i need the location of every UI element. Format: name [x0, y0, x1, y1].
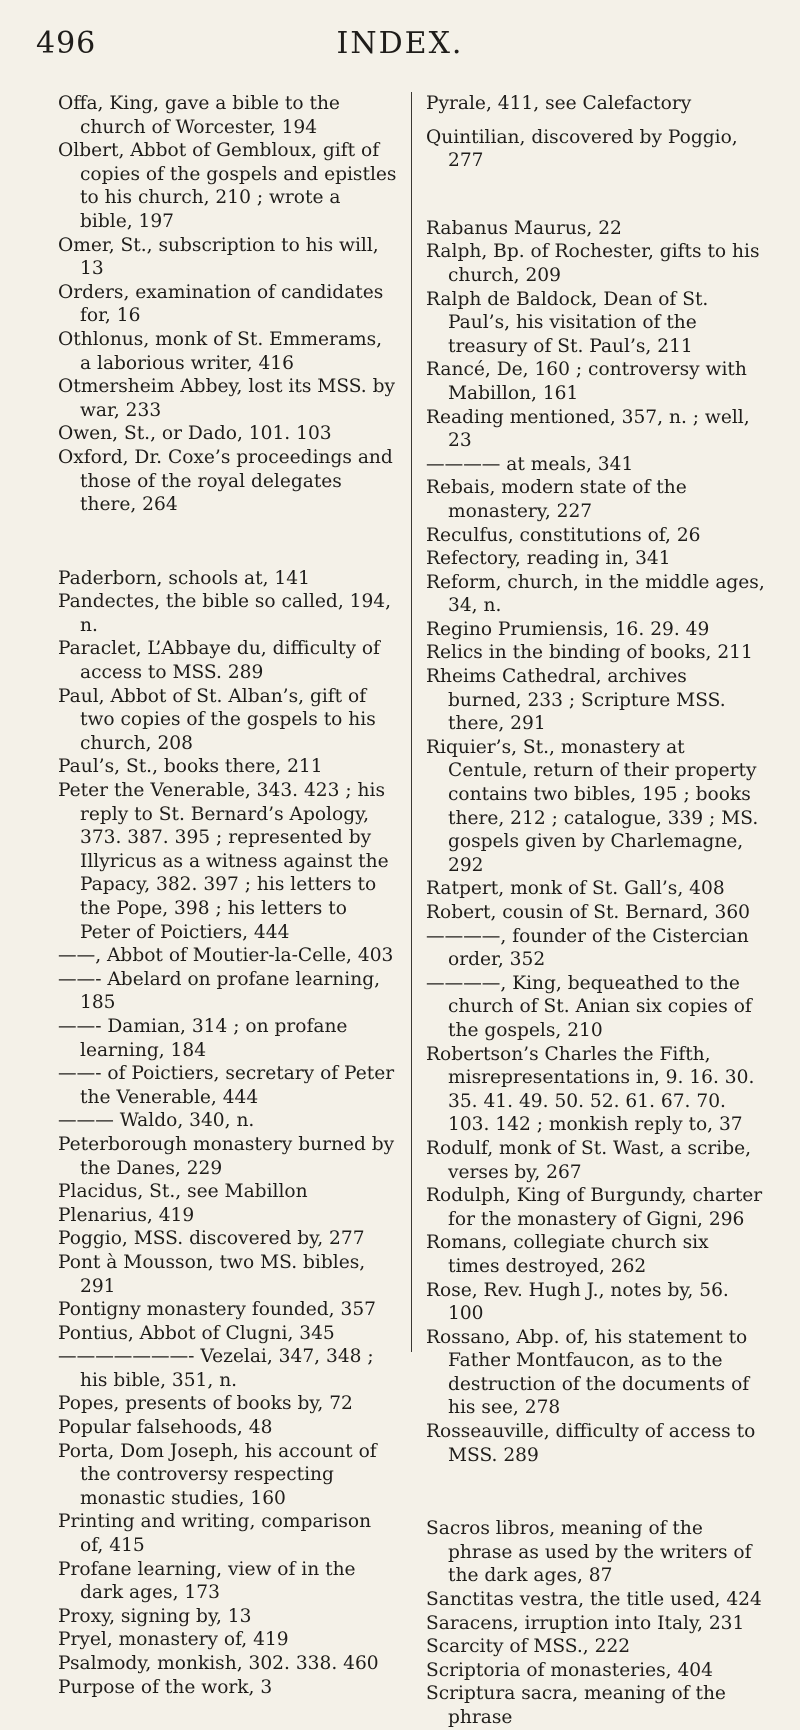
index-entry: Pryel, monastery of, 419	[58, 1629, 289, 1651]
index-entry: Peter the Venerable, 343. 423 ; his reply to St. Bernard’s Apology, 373. 387. 395 ; represented by Illyricus as a witness against the Papacy, 382. 397 ; his letters to the Pope, 398 ; his letters to Peter of Poictiers, 444	[58, 780, 389, 943]
index-group-q	[426, 126, 766, 173]
index-entry: Paraclet, L’Abbaye du, difficulty of access to MSS. 289	[58, 638, 380, 684]
index-entry: Rheims Cathedral, archives burned, 233 ; Scripture MSS. there, 291	[426, 666, 726, 735]
index-entry: Ralph, Bp. of Rochester, gifts to his church, 209	[426, 241, 760, 286]
index-entry: ——- of Poictiers, secretary of Peter the Venerable, 444	[58, 1063, 395, 1108]
index-entry: Rebais, modern state of the monastery, 227	[426, 477, 687, 522]
index-group-r	[426, 217, 766, 1467]
group-spacer	[426, 173, 766, 217]
index-entry: Rossano, Abp. of, his statement to Father Montfaucon, as to the destruction of the documents of his see, 278	[426, 1326, 750, 1419]
index-entry: Proxy, signing by, 13	[58, 1605, 252, 1627]
index-entry: Rancé, De, 160 ; controversy with Mabillon, 161	[426, 359, 747, 404]
running-head-title: INDEX.	[336, 26, 464, 61]
column-divider	[411, 92, 412, 1352]
index-entry: ———————- Vezelai, 347, 348 ; his bible, 351, n.	[58, 1346, 374, 1391]
index-entry: ——- Damian, 314 ; on profane learning, 184	[58, 1015, 348, 1061]
left-column	[58, 92, 398, 1699]
index-entry: ——- Abelard on profane learning, 185	[58, 968, 381, 1014]
index-entry: Omer, St., subscription to his will, 13	[58, 234, 379, 280]
index-entry: Relics in the binding of books, 211	[426, 642, 753, 664]
index-entry: Reading mentioned, 357, n. ; well, 23	[426, 406, 750, 452]
index-entry: Plenarius, 419	[58, 1204, 195, 1226]
index-entry: Popular falsehoods, 48	[58, 1417, 273, 1439]
index-entry: Printing and writing, comparison of, 415	[58, 1511, 372, 1557]
index-entry: Profane learning, view of in the dark ages, 173	[58, 1558, 356, 1604]
index-entry: Ratpert, monk of St. Gall’s, 408	[426, 878, 725, 900]
right-column	[426, 92, 766, 1730]
index-entry: Orders, examination of candidates for, 16	[58, 281, 384, 327]
index-entry: Robertson’s Charles the Fifth, misrepresentations in, 9. 16. 30. 35. 41. 49. 50. 52. 61. 67. 70. 103. 142 ; monkish reply to, 37	[426, 1043, 755, 1136]
index-entry: Sanctitas vestra, the title used, 424	[426, 1589, 762, 1611]
index-entry: Sacros libros, meaning of the phrase as used by the writers of the dark ages, 87	[426, 1518, 752, 1587]
index-entry: Ralph de Baldock, Dean of St. Paul’s, his visitation of the treasury of St. Paul’s, 211	[426, 288, 709, 357]
index-entry: Poggio, MSS. discovered by, 277	[58, 1228, 365, 1250]
index-entry: Pont à Mousson, two MS. bibles, 291	[58, 1251, 366, 1297]
index-entry: Reculfus, constitutions of, 26	[426, 524, 701, 546]
index-entry: Popes, presents of books by, 72	[58, 1393, 353, 1415]
index-entry: Pandectes, the bible so called, 194, n.	[58, 591, 392, 636]
index-entry: ———— at meals, 341	[426, 453, 634, 475]
page-header	[0, 26, 800, 66]
index-entry: Romans, collegiate church six times destroyed, 262	[426, 1232, 709, 1277]
index-entry: Pyrale, 411, see Calefactory	[426, 93, 692, 114]
index-entry: Otmersheim Abbey, lost its MSS. by war, 233	[58, 376, 396, 421]
index-entry: Rodulph, King of Burgundy, charter for the monastery of Gigni, 296	[426, 1185, 763, 1230]
index-entry: Othlonus, monk of St. Emmerams, a laborious writer, 416	[58, 328, 383, 374]
index-entry: Scarcity of MSS., 222	[426, 1636, 631, 1658]
index-entry: Regino Prumiensis, 16. 29. 49	[426, 618, 710, 640]
group-spacer	[426, 1467, 766, 1517]
index-entry: Pontigny monastery founded, 357	[58, 1299, 376, 1321]
index-entry: Paul’s, St., books there, 211	[58, 756, 323, 778]
index-entry: Paderborn, schools at, 141	[58, 567, 310, 589]
index-group-py	[426, 92, 766, 116]
index-group-o	[58, 92, 398, 517]
index-entry: Paul, Abbot of St. Alban’s, gift of two copies of the gospels to his church, 208	[58, 685, 376, 754]
index-entry: Reform, church, in the middle ages, 34, n.	[426, 571, 765, 617]
index-group-p	[58, 567, 398, 1700]
index-entry: Saracens, irruption into Italy, 231	[426, 1612, 745, 1634]
index-entry: Porta, Dom Joseph, his account of the controversy respecting monastic studies, 160	[58, 1440, 377, 1509]
index-entry: Peterborough monastery burned by the Danes, 229	[58, 1133, 395, 1179]
index-entry: Refectory, reading in, 341	[426, 548, 671, 570]
index-entry: ——, Abbot of Moutier-la-Celle, 403	[58, 945, 394, 967]
index-entry: Owen, St., or Dado, 101. 103	[58, 423, 332, 445]
index-entry: Riquier’s, St., monastery at Centule, return of their property contains two bibles, 195 ; books there, 212 ; catalogue, 339 ; MS. gospels given by Charlemagne, 292	[426, 736, 759, 876]
index-entry: Rabanus Maurus, 22	[426, 217, 622, 239]
index-entry: ——— Waldo, 340, n.	[58, 1110, 255, 1132]
index-group-s	[426, 1517, 766, 1729]
index-entry: Scriptoria of monasteries, 404	[426, 1659, 713, 1681]
index-entry: Placidus, St., see Mabillon	[58, 1181, 308, 1203]
index-entry: ————, founder of the Cistercian order, 352	[426, 925, 749, 971]
index-entry: Scriptura sacra, meaning of the phrase	[426, 1683, 726, 1728]
index-entry: Pontius, Abbot of Clugni, 345	[58, 1322, 335, 1344]
index-entry: Olbert, Abbot of Gembloux, gift of copies of the gospels and epistles to his church, 210 ; wrote a bible, 197	[58, 140, 397, 232]
index-entry: Rose, Rev. Hugh J., notes by, 56. 100	[426, 1279, 729, 1325]
index-entry: Purpose of the work, 3	[58, 1676, 273, 1698]
index-entry: Rodulf, monk of St. Wast, a scribe, verses by, 267	[426, 1137, 752, 1183]
index-entry: ————, King, bequeathed to the church of St. Anian six copies of the gospels, 210	[426, 972, 752, 1041]
index-entry: Offa, King, gave a bible to the church of Worcester, 194	[58, 93, 340, 138]
group-spacer	[58, 517, 398, 567]
index-entry: Psalmody, monkish, 302. 338. 460	[58, 1653, 379, 1674]
group-spacer	[426, 116, 766, 126]
index-entry: Rosseauville, difficulty of access to MSS. 289	[426, 1421, 756, 1466]
page-number: 496	[36, 26, 97, 61]
index-entry: Oxford, Dr. Coxe’s proceedings and those of the royal delegates there, 264	[58, 446, 393, 516]
index-entry: Quintilian, discovered by Poggio, 277	[426, 126, 738, 172]
index-entry: Robert, cousin of St. Bernard, 360	[426, 902, 750, 923]
